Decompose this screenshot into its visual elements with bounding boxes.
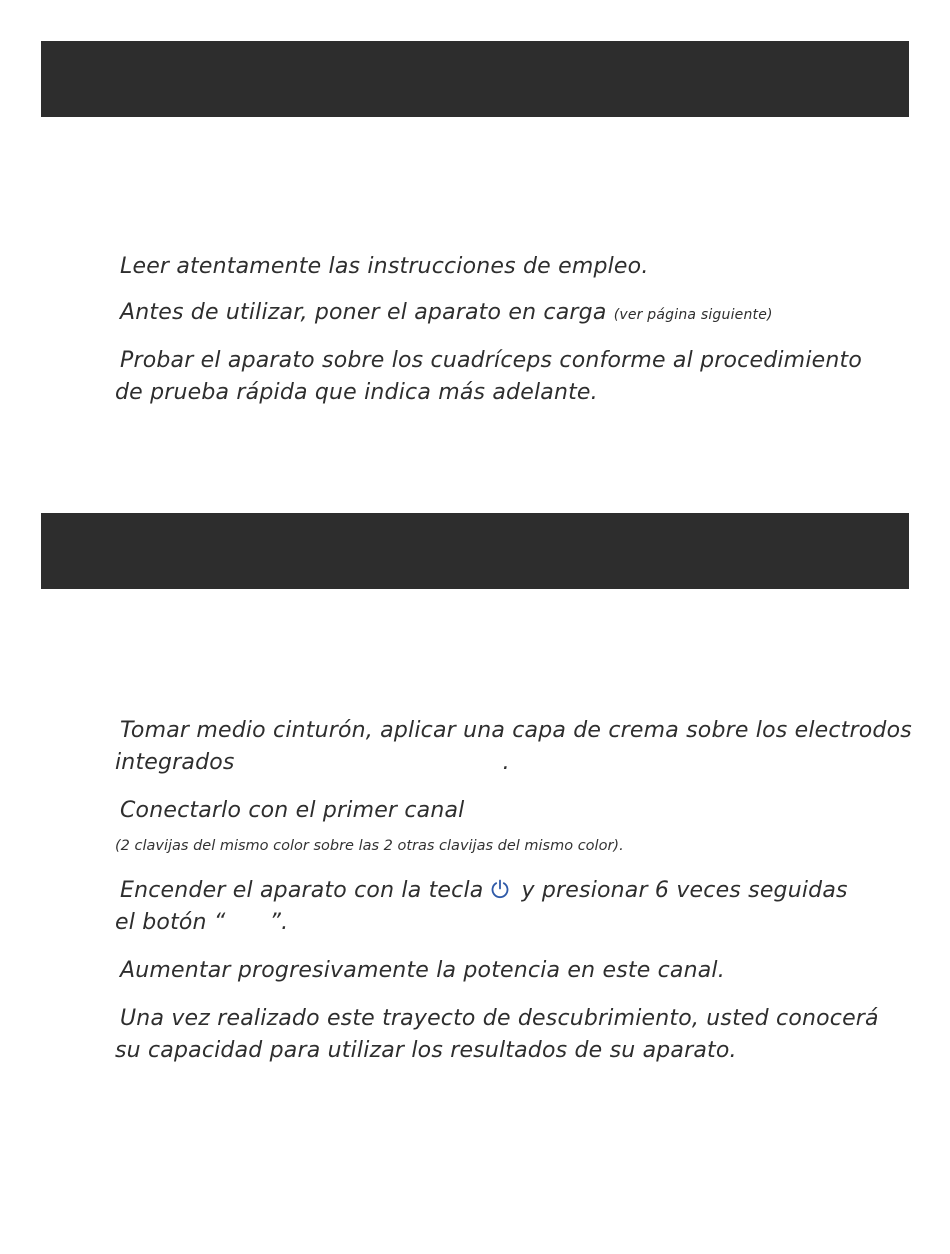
instruction-connect-channel [115, 795, 877, 827]
instruction-text-end: . [502, 750, 510, 775]
instruction-text-line-2: de prueba rápida que indica más adelante. [115, 380, 598, 405]
connector-note: (2 clavijas del mismo color sobre las 2 otras clavijas del mismo color). [115, 838, 624, 854]
instruction-text-line-1: Una vez realizado este trayecto de descubrimiento, usted conocerá [120, 1006, 879, 1031]
instruction-text: Conectarlo con el primer canal [120, 798, 465, 823]
instruction-text-line-2: su capacidad para utilizar los resultados de su aparato. [115, 1038, 737, 1063]
instruction-power-on [115, 875, 877, 939]
instruction-text-before-icon: Encender el aparato con la tecla [120, 878, 484, 903]
instruction-text: Aumentar progresivamente la potencia en este canal. [120, 958, 725, 983]
instruction-text: Antes de utilizar, poner el aparato en carga [120, 300, 607, 325]
instruction-increase-power [115, 955, 877, 987]
instruction-belt-cream [115, 715, 912, 779]
instruction-discovery-complete [115, 1003, 877, 1067]
instruction-read-manual [115, 251, 877, 283]
page-reference-note: (ver página siguiente) [613, 307, 773, 323]
instruction-text: Leer atentamente las instrucciones de empleo. [120, 254, 649, 279]
instruction-text-line-2: el botón “ [115, 910, 226, 935]
power-icon [489, 878, 511, 900]
instruction-charge [115, 297, 877, 331]
instruction-text-line-1: Tomar medio cinturón, aplicar una capa de crema sobre los electrodos [120, 718, 912, 743]
instruction-text-line-2: integrados [115, 750, 235, 775]
instruction-test-quadriceps [115, 345, 877, 409]
section-header-bar-1 [41, 41, 909, 117]
section-header-bar-2 [41, 513, 909, 589]
instruction-text-line-2-end: ”. [269, 910, 289, 935]
instruction-text-line-1: Probar el aparato sobre los cuadríceps conforme al procedimiento [120, 348, 862, 373]
instruction-text-after-icon: y presionar 6 veces seguidas [521, 878, 848, 903]
